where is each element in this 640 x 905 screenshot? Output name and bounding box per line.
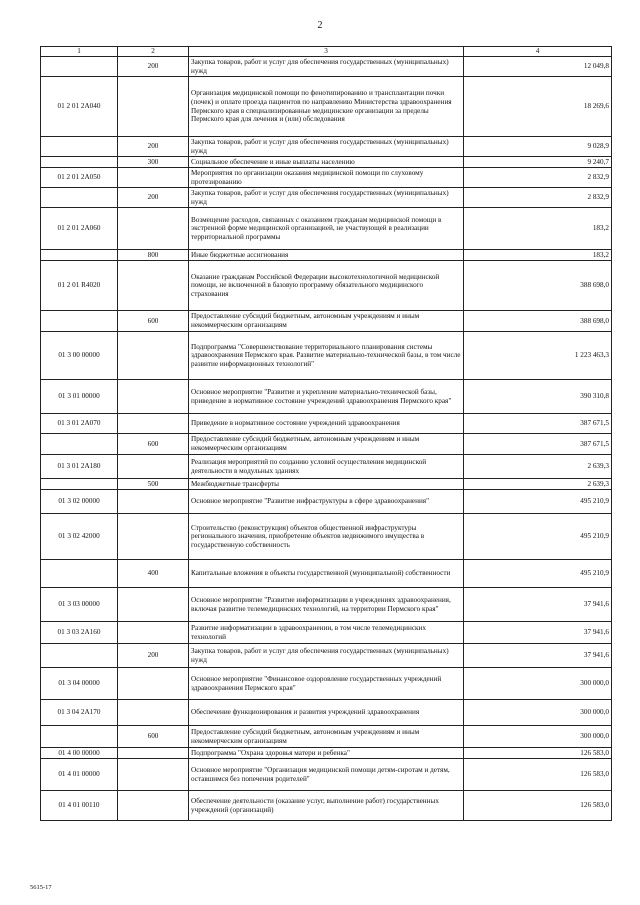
cell-amount: 37 941,6 <box>464 588 612 622</box>
cell-expense-type <box>118 414 189 434</box>
cell-code: 01 2 01 2А050 <box>41 168 118 188</box>
cell-name: Строительство (реконструкция) объектов общественной инфраструктуры регионального значения, приобретение объектов недвижимого имущества в государственную собственность <box>189 514 464 560</box>
cell-name: Иные бюджетные ассигнования <box>189 250 464 261</box>
cell-amount: 2 832,9 <box>464 168 612 188</box>
cell-name: Оказание гражданам Российской Федерации высокотехнологичной медицинской помощи, не включенной в базовую программу обязательного медицинского страхования <box>189 261 464 311</box>
table-row <box>41 490 612 514</box>
table-row <box>41 208 612 250</box>
cell-name: Мероприятия по организации оказания медицинской помощи по слуховому протезированию <box>189 168 464 188</box>
cell-code <box>41 157 118 168</box>
header-col-2: 2 <box>118 47 189 57</box>
cell-code <box>41 726 118 748</box>
table-row <box>41 137 612 157</box>
cell-code: 01 3 02 00000 <box>41 490 118 514</box>
table-row <box>41 332 612 380</box>
table-row <box>41 791 612 821</box>
cell-expense-type <box>118 700 189 726</box>
cell-code: 01 2 01 2А060 <box>41 208 118 250</box>
cell-expense-type: 800 <box>118 250 189 261</box>
cell-name: Подпрограмма "Охрана здоровья матери и ребенка" <box>189 748 464 759</box>
cell-amount: 2 832,9 <box>464 188 612 208</box>
cell-expense-type: 400 <box>118 560 189 588</box>
cell-code <box>41 57 118 77</box>
cell-code: 01 3 03 2А160 <box>41 622 118 644</box>
cell-expense-type: 600 <box>118 311 189 332</box>
cell-amount: 300 000,0 <box>464 700 612 726</box>
cell-amount: 387 671,5 <box>464 414 612 434</box>
table-row <box>41 250 612 261</box>
cell-amount: 12 049,8 <box>464 57 612 77</box>
table-body <box>41 57 612 821</box>
cell-expense-type: 200 <box>118 137 189 157</box>
cell-name: Межбюджетные трансферты <box>189 479 464 490</box>
cell-code: 01 4 01 00110 <box>41 791 118 821</box>
cell-name: Основное мероприятие "Развитие информатизации в учреждениях здравоохранения, включая развитие телемедицинских технологий, на территории Пермского края" <box>189 588 464 622</box>
cell-expense-type <box>118 748 189 759</box>
cell-code: 01 4 01 00000 <box>41 759 118 791</box>
header-col-1: 1 <box>41 47 118 57</box>
table-row <box>41 560 612 588</box>
cell-amount: 495 210,9 <box>464 514 612 560</box>
cell-code: 01 3 04 2А170 <box>41 700 118 726</box>
cell-code: 01 3 03 00000 <box>41 588 118 622</box>
cell-code: 01 3 01 00000 <box>41 380 118 414</box>
cell-name: Основное мероприятие "Развитие и укрепление материально-технической базы, приведение в нормативное состояние учреждений здравоохранения Пермского края" <box>189 380 464 414</box>
page-number: 2 <box>317 20 323 31</box>
table-row <box>41 380 612 414</box>
table-row <box>41 57 612 77</box>
cell-expense-type <box>118 208 189 250</box>
cell-name: Обеспечение функционирования и развития учреждений здравоохранения <box>189 700 464 726</box>
table-row <box>41 168 612 188</box>
cell-expense-type <box>118 588 189 622</box>
table-row <box>41 759 612 791</box>
table-row <box>41 622 612 644</box>
cell-code <box>41 644 118 668</box>
cell-expense-type <box>118 455 189 479</box>
cell-expense-type: 200 <box>118 188 189 208</box>
cell-expense-type: 200 <box>118 57 189 77</box>
cell-name: Основное мероприятие "Финансовое оздоровление государственных учреждений здравоохранения Пермского края" <box>189 668 464 700</box>
table-row <box>41 434 612 455</box>
cell-name: Реализация мероприятий по созданию условий осуществления медицинской деятельности в модульных зданиях <box>189 455 464 479</box>
table-row <box>41 77 612 137</box>
cell-amount: 37 941,6 <box>464 622 612 644</box>
cell-expense-type: 200 <box>118 644 189 668</box>
cell-expense-type <box>118 168 189 188</box>
cell-name: Подпрограмма "Совершенствование территориального планирования системы здравоохранения Пермского края. Развитие материально-технической базы, в том числе развитие информационных технологий" <box>189 332 464 380</box>
header-col-4: 4 <box>464 47 612 57</box>
cell-amount: 300 000,0 <box>464 668 612 700</box>
cell-name: Предоставление субсидий бюджетным, автономным учреждениям и иным некоммерческим организациям <box>189 726 464 748</box>
cell-code <box>41 188 118 208</box>
cell-amount: 183,2 <box>464 250 612 261</box>
cell-code: 01 3 02 42000 <box>41 514 118 560</box>
cell-name: Развитие информатизации в здравоохранении, в том числе телемедицинских технологий <box>189 622 464 644</box>
cell-expense-type: 600 <box>118 434 189 455</box>
table-row <box>41 644 612 668</box>
cell-amount: 495 210,9 <box>464 560 612 588</box>
cell-code <box>41 311 118 332</box>
cell-code <box>41 434 118 455</box>
cell-name: Закупка товаров, работ и услуг для обеспечения государственных (муниципальных) нужд <box>189 137 464 157</box>
document-number: 5615-17 <box>30 884 52 891</box>
header-col-3: 3 <box>189 47 464 57</box>
cell-expense-type <box>118 380 189 414</box>
cell-name: Закупка товаров, работ и услуг для обеспечения государственных (муниципальных) нужд <box>189 644 464 668</box>
cell-expense-type <box>118 759 189 791</box>
cell-name: Предоставление субсидий бюджетным, автономным учреждениям и иным некоммерческим организациям <box>189 311 464 332</box>
cell-code <box>41 250 118 261</box>
cell-name: Основное мероприятие "Организация медицинской помощи детям-сиротам и детям, оставшимся без попечения родителей" <box>189 759 464 791</box>
cell-name: Приведение в нормативное состояние учреждений здравоохранения <box>189 414 464 434</box>
table-row <box>41 700 612 726</box>
cell-amount: 495 210,9 <box>464 490 612 514</box>
cell-code: 01 2 01 R4020 <box>41 261 118 311</box>
table-row <box>41 748 612 759</box>
cell-amount: 300 000,0 <box>464 726 612 748</box>
cell-code <box>41 137 118 157</box>
cell-name: Возмещение расходов, связанных с оказанием гражданам медицинской помощи в экстренной форме медицинской организацией, не участвующей в реализации территориальной программы <box>189 208 464 250</box>
cell-amount: 1 223 463,3 <box>464 332 612 380</box>
cell-name: Закупка товаров, работ и услуг для обеспечения государственных (муниципальных) нужд <box>189 188 464 208</box>
cell-code: 01 3 00 00000 <box>41 332 118 380</box>
cell-expense-type: 600 <box>118 726 189 748</box>
cell-expense-type <box>118 514 189 560</box>
table-row <box>41 188 612 208</box>
table-row <box>41 668 612 700</box>
cell-amount: 18 269,6 <box>464 77 612 137</box>
cell-name: Организация медицинской помощи по фенотипированию и трансплантации почки (почек) и оплате проезда пациентов по направлению Министерства здравоохранения Пермского края в специализированные медицинские организации за пределы Пермского края для лечения и (или) обследования <box>189 77 464 137</box>
cell-name: Предоставление субсидий бюджетным, автономным учреждениям и иным некоммерческим организациям <box>189 434 464 455</box>
cell-amount: 2 639,3 <box>464 479 612 490</box>
cell-expense-type <box>118 791 189 821</box>
table-row <box>41 414 612 434</box>
cell-code: 01 3 01 2А070 <box>41 414 118 434</box>
cell-expense-type <box>118 490 189 514</box>
cell-amount: 9 028,9 <box>464 137 612 157</box>
cell-amount: 126 583,0 <box>464 748 612 759</box>
cell-amount: 2 639,3 <box>464 455 612 479</box>
cell-amount: 126 583,0 <box>464 791 612 821</box>
cell-amount: 388 698,0 <box>464 311 612 332</box>
cell-code <box>41 479 118 490</box>
cell-expense-type <box>118 261 189 311</box>
table-row <box>41 514 612 560</box>
cell-expense-type: 500 <box>118 479 189 490</box>
budget-table <box>40 46 612 821</box>
cell-name: Социальное обеспечение и иные выплаты населению <box>189 157 464 168</box>
cell-code: 01 4 00 00000 <box>41 748 118 759</box>
cell-code: 01 3 04 00000 <box>41 668 118 700</box>
table-row <box>41 455 612 479</box>
cell-expense-type <box>118 332 189 380</box>
table-row <box>41 157 612 168</box>
cell-expense-type <box>118 622 189 644</box>
table-row <box>41 588 612 622</box>
cell-amount: 126 583,0 <box>464 759 612 791</box>
cell-amount: 388 698,0 <box>464 261 612 311</box>
table-row <box>41 726 612 748</box>
cell-name: Капитальные вложения в объекты государственной (муниципальной) собственности <box>189 560 464 588</box>
table-row <box>41 261 612 311</box>
cell-amount: 183,2 <box>464 208 612 250</box>
cell-amount: 387 671,5 <box>464 434 612 455</box>
table-header-row <box>41 47 612 57</box>
cell-expense-type: 300 <box>118 157 189 168</box>
cell-amount: 390 310,8 <box>464 380 612 414</box>
cell-code <box>41 560 118 588</box>
cell-name: Обеспечение деятельности (оказание услуг, выполнение работ) государственных учреждений (организаций) <box>189 791 464 821</box>
cell-amount: 37 941,6 <box>464 644 612 668</box>
cell-expense-type <box>118 668 189 700</box>
cell-name: Закупка товаров, работ и услуг для обеспечения государственных (муниципальных) нужд <box>189 57 464 77</box>
cell-amount: 9 240,7 <box>464 157 612 168</box>
cell-code: 01 2 01 2А040 <box>41 77 118 137</box>
cell-code: 01 3 01 2А180 <box>41 455 118 479</box>
cell-name: Основное мероприятие "Развитие инфраструктуры в сфере здравоохранения" <box>189 490 464 514</box>
cell-expense-type <box>118 77 189 137</box>
table-row <box>41 311 612 332</box>
table-row <box>41 479 612 490</box>
